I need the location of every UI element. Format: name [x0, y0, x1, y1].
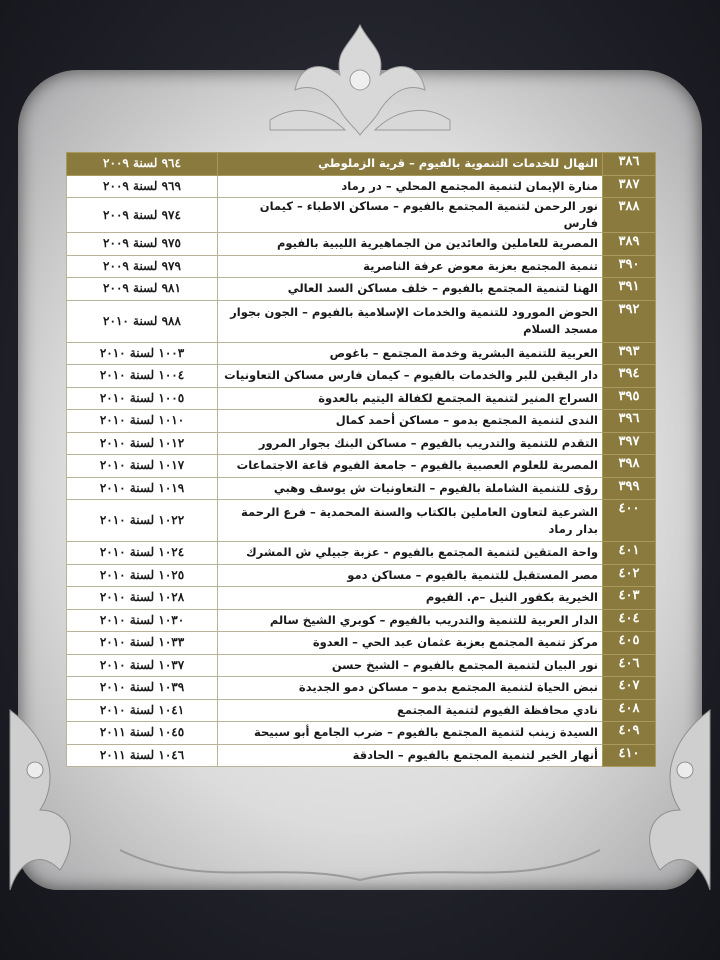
association-name: واحة المتقين لتنمية المجتمع بالفيوم - عزبة جبيلي ش المشرك: [218, 542, 603, 565]
row-number: ٣٨٧: [603, 175, 656, 198]
table-row: [67, 654, 656, 677]
association-name: نور البيان لتنمية المجتمع بالفيوم – الشيخ حسن: [218, 654, 603, 677]
registration-number: ٩٨٨ لسنة ٢٠١٠: [67, 300, 218, 342]
association-name: المصرية للعلوم العصبية بالفيوم – جامعة الفيوم قاعة الاجتماعات: [218, 455, 603, 478]
row-number: ٤٠٨: [603, 699, 656, 722]
registration-number: ١٠٠٥ لسنة ٢٠١٠: [67, 387, 218, 410]
row-number: ٤٠٧: [603, 677, 656, 700]
row-number: ٤٠٠: [603, 500, 656, 542]
association-name: المصرية للعاملين والعائدين من الجماهيرية الليبية بالفيوم: [218, 233, 603, 256]
table-row: [67, 278, 656, 301]
table-row: [67, 587, 656, 610]
association-name: نبض الحياة لتنمية المجتمع بدمو – مساكن دمو الجديدة: [218, 677, 603, 700]
row-number: ٤٠٢: [603, 564, 656, 587]
table-row: [67, 455, 656, 478]
table-row: [67, 255, 656, 278]
association-name: الندى لتنمية المجتمع بدمو – مساكن أحمد كمال: [218, 410, 603, 433]
row-number: ٣٩٤: [603, 365, 656, 388]
registration-number: ١٠١٧ لسنة ٢٠١٠: [67, 455, 218, 478]
registration-number: ١٠١٩ لسنة ٢٠١٠: [67, 477, 218, 500]
row-number: ٣٩٦: [603, 410, 656, 433]
table-row: [67, 342, 656, 365]
registration-number: ١٠٠٣ لسنة ٢٠١٠: [67, 342, 218, 365]
top-ornament-icon: [250, 20, 470, 140]
table-row: [67, 365, 656, 388]
association-name: الحوض المورود للتنمية والخدمات الإسلامية بالفيوم – الجون بجوار مسجد السلام: [218, 300, 603, 342]
association-name: رؤى للتنمية الشاملة بالفيوم – التعاونيات ش يوسف وهبي: [218, 477, 603, 500]
row-number: ٣٩٢: [603, 300, 656, 342]
row-number: ٣٩٣: [603, 342, 656, 365]
row-number: ٤١٠: [603, 744, 656, 767]
row-number: ٣٩٠: [603, 255, 656, 278]
associations-table: [66, 152, 656, 767]
association-name: الخيرية بكفور النيل –م. الفيوم: [218, 587, 603, 610]
registration-number: ١٠٣٠ لسنة ٢٠١٠: [67, 609, 218, 632]
association-name: العربية للتنمية البشرية وخدمة المجتمع – باغوص: [218, 342, 603, 365]
table-row: [67, 153, 656, 176]
registration-number: ١٠٣٧ لسنة ٢٠١٠: [67, 654, 218, 677]
registration-number: ١٠٤٦ لسنة ٢٠١١: [67, 744, 218, 767]
row-number: ٣٩١: [603, 278, 656, 301]
association-name: الشرعية لتعاون العاملين بالكتاب والسنة المحمدية – فرع الرحمة بدار رماد: [218, 500, 603, 542]
registration-number: ١٠٠٤ لسنة ٢٠١٠: [67, 365, 218, 388]
table-row: [67, 542, 656, 565]
table-row: [67, 477, 656, 500]
row-number: ٣٨٨: [603, 198, 656, 233]
association-name: نور الرحمن لتنمية المجتمع بالفيوم – مساكن الاطباء – كيمان فارس: [218, 198, 603, 233]
associations-table-container: [66, 152, 656, 767]
registration-number: ١٠٣٩ لسنة ٢٠١٠: [67, 677, 218, 700]
row-number: ٣٩٥: [603, 387, 656, 410]
registration-number: ٩٦٩ لسنة ٢٠٠٩: [67, 175, 218, 198]
table-row: [67, 432, 656, 455]
association-name: النهال للخدمات التنموية بالفيوم – قرية الزملوطي: [218, 153, 603, 176]
row-number: ٤٠٣: [603, 587, 656, 610]
registration-number: ٩٧٥ لسنة ٢٠٠٩: [67, 233, 218, 256]
association-name: السراج المنير لتنمية المجتمع لكفالة اليتيم بالعدوة: [218, 387, 603, 410]
registration-number: ٩٧٩ لسنة ٢٠٠٩: [67, 255, 218, 278]
registration-number: ٩٧٤ لسنة ٢٠٠٩: [67, 198, 218, 233]
registration-number: ١٠٣٣ لسنة ٢٠١٠: [67, 632, 218, 655]
table-row: [67, 722, 656, 745]
registration-number: ١٠٢٥ لسنة ٢٠١٠: [67, 564, 218, 587]
association-name: الهنا لتنمية المجتمع بالفيوم – خلف مساكن السد العالي: [218, 278, 603, 301]
table-row: [67, 500, 656, 542]
registration-number: ١٠٤١ لسنة ٢٠١٠: [67, 699, 218, 722]
registration-number: ١٠٢٢ لسنة ٢٠١٠: [67, 500, 218, 542]
association-name: تنمية المجتمع بعزبة معوض عرفة الناصرية: [218, 255, 603, 278]
row-number: ٣٩٧: [603, 432, 656, 455]
table-row: [67, 198, 656, 233]
row-number: ٤٠٦: [603, 654, 656, 677]
table-row: [67, 410, 656, 433]
registration-number: ١٠٢٤ لسنة ٢٠١٠: [67, 542, 218, 565]
row-number: ٤٠١: [603, 542, 656, 565]
registration-number: ١٠٤٥ لسنة ٢٠١١: [67, 722, 218, 745]
registration-number: ١٠١٢ لسنة ٢٠١٠: [67, 432, 218, 455]
row-number: ٤٠٩: [603, 722, 656, 745]
row-number: ٤٠٤: [603, 609, 656, 632]
table-row: [67, 300, 656, 342]
table-row: [67, 632, 656, 655]
association-name: مركز تنمية المجتمع بعزبة عثمان عبد الحي – العدوة: [218, 632, 603, 655]
association-name: أنهار الخير لتنمية المجتمع بالفيوم – الحادقة: [218, 744, 603, 767]
table-row: [67, 175, 656, 198]
association-name: الدار العربية للتنمية والتدريب بالفيوم – كوبري الشيخ سالم: [218, 609, 603, 632]
table-row: [67, 609, 656, 632]
table-row: [67, 564, 656, 587]
association-name: دار اليقين للبر والخدمات بالفيوم – كيمان فارس مساكن التعاونيات: [218, 365, 603, 388]
row-number: ٤٠٥: [603, 632, 656, 655]
bottom-ornament-icon: [120, 840, 600, 900]
row-number: ٣٩٨: [603, 455, 656, 478]
row-number: ٣٨٦: [603, 153, 656, 176]
registration-number: ٩٦٤ لسنة ٢٠٠٩: [67, 153, 218, 176]
association-name: التقدم للتنمية والتدريب بالفيوم – مساكن البنك بجوار المرور: [218, 432, 603, 455]
association-name: السيدة زينب لتنمية المجتمع بالفيوم – ضرب الجامع أبو سبيحة: [218, 722, 603, 745]
registration-number: ١٠١٠ لسنة ٢٠١٠: [67, 410, 218, 433]
association-name: منارة الإيمان لتنمية المجتمع المحلي – در رماد: [218, 175, 603, 198]
association-name: مصر المستقبل للتنمية بالفيوم – مساكن دمو: [218, 564, 603, 587]
row-number: ٣٩٩: [603, 477, 656, 500]
table-row: [67, 744, 656, 767]
table-row: [67, 677, 656, 700]
table-row: [67, 699, 656, 722]
registration-number: ٩٨١ لسنة ٢٠٠٩: [67, 278, 218, 301]
registration-number: ١٠٢٨ لسنة ٢٠١٠: [67, 587, 218, 610]
row-number: ٣٨٩: [603, 233, 656, 256]
table-row: [67, 233, 656, 256]
association-name: نادي محافظة الفيوم لتنمية المجتمع: [218, 699, 603, 722]
table-row: [67, 387, 656, 410]
